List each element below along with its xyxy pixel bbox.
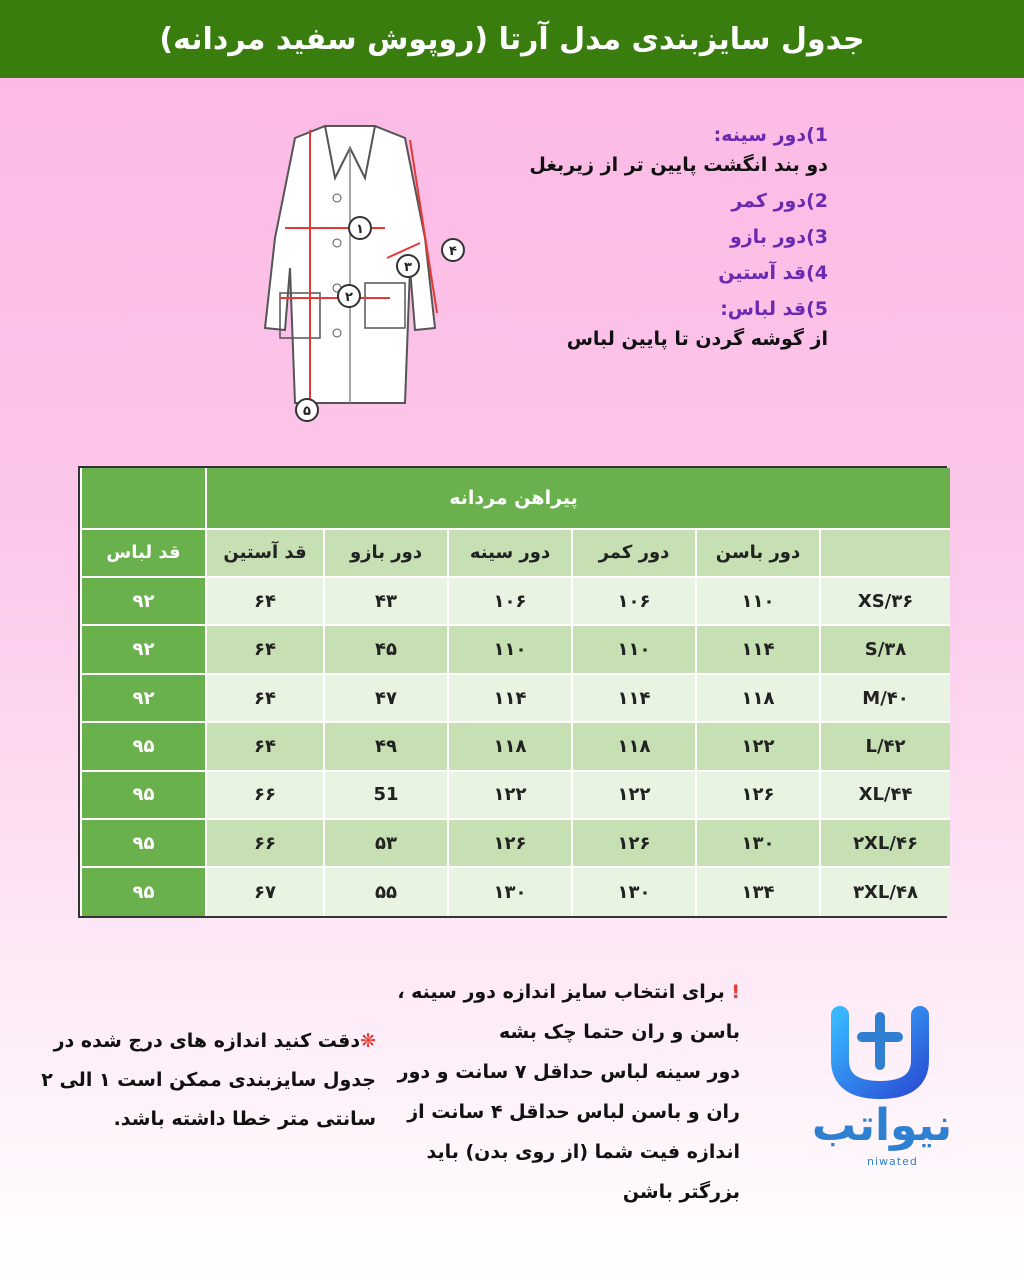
table-row (81, 625, 950, 673)
svg-text:۱: ۱ (356, 222, 364, 237)
cell-length: ۹۵ (81, 819, 206, 867)
logo-latin: niwated (867, 1155, 918, 1168)
def-title-arm: 3)دور بازو (729, 226, 828, 248)
cell-hip: ۱۱۴ (696, 625, 820, 673)
cell-waist: ۱۲۲ (572, 771, 696, 819)
cell-sleeve: ۶۶ (206, 819, 324, 867)
selection-note-line-4: ران و باسن لباس حداقل ۴ سانت از (407, 1101, 740, 1123)
cell-waist: ۱۰۶ (572, 577, 696, 625)
cell-arm: ۵۵ (324, 867, 448, 916)
cell-sleeve: ۶۴ (206, 625, 324, 673)
table-corner-right (81, 468, 206, 529)
cell-length: ۹۲ (81, 674, 206, 722)
page-title: جدول سایزبندی مدل آرتا (روپوش سفید مردانه) (159, 21, 865, 57)
col-head-hip: دور باسن (696, 529, 820, 577)
cell-size: M/۴۰ (820, 674, 950, 722)
def-title-waist: 2)دور کمر (731, 190, 828, 212)
cell-length: ۹۵ (81, 771, 206, 819)
selection-note-line-6: بزرگتر باشن (622, 1181, 740, 1203)
table-banner: پیراهن مردانه (206, 468, 820, 529)
cell-chest: ۱۰۶ (448, 577, 572, 625)
col-head-size (820, 529, 950, 577)
cell-sleeve: ۶۴ (206, 577, 324, 625)
cell-sleeve: ۶۴ (206, 674, 324, 722)
cell-waist: ۱۳۰ (572, 867, 696, 916)
svg-text:۴: ۴ (449, 244, 457, 259)
marker-2 (338, 285, 360, 307)
cell-sleeve: ۶۶ (206, 771, 324, 819)
cell-chest: ۱۱۸ (448, 722, 572, 770)
table-row (81, 867, 950, 916)
cell-size: XL/۴۴ (820, 771, 950, 819)
cell-size: S/۳۸ (820, 625, 950, 673)
def-title-chest: 1)دور سینه: (713, 124, 828, 146)
cell-hip: ۱۳۰ (696, 819, 820, 867)
asterisk-icon: ❋ (360, 1030, 376, 1052)
accuracy-note-line-2: جدول سایزبندی ممکن است ۱ الی ۲ (41, 1069, 376, 1091)
size-table-grid (80, 468, 950, 916)
cell-hip: ۱۲۶ (696, 771, 820, 819)
cell-length: ۹۵ (81, 722, 206, 770)
cell-waist: ۱۲۶ (572, 819, 696, 867)
logo-icon (762, 1005, 1002, 1105)
size-selection-note (390, 972, 740, 1212)
cell-hip: ۱۲۲ (696, 722, 820, 770)
def-title-sleeve: 4)قد آستین (718, 262, 828, 284)
size-table (78, 466, 947, 918)
marker-1 (349, 217, 371, 239)
brand-logo (762, 1005, 1002, 1175)
cell-size: ۲XL/۴۶ (820, 819, 950, 867)
cell-waist: ۱۱۴ (572, 674, 696, 722)
logo-wordmark: نیواتب (811, 1100, 953, 1151)
table-row (81, 722, 950, 770)
cell-chest: ۱۲۲ (448, 771, 572, 819)
measurement-definitions (408, 124, 828, 364)
cell-arm: ۴۳ (324, 577, 448, 625)
col-head-length: قد لباس (81, 529, 206, 577)
cell-size: ۳XL/۴۸ (820, 867, 950, 916)
cell-sleeve: ۶۴ (206, 722, 324, 770)
cell-length: ۹۲ (81, 577, 206, 625)
def-desc-chest: دو بند انگشت پایین تر از زیربغل (529, 154, 828, 176)
cell-chest: ۱۱۰ (448, 625, 572, 673)
def-title-length: 5)قد لباس: (720, 298, 828, 320)
exclamation-icon: ! (731, 981, 740, 1003)
cell-sleeve: ۶۷ (206, 867, 324, 916)
cell-waist: ۱۱۰ (572, 625, 696, 673)
def-desc-length: از گوشه گردن تا پایین لباس (566, 328, 828, 350)
button-1 (333, 194, 341, 202)
cell-size: XS/۳۶ (820, 577, 950, 625)
cell-size: L/۴۲ (820, 722, 950, 770)
selection-note-line-3: دور سینه لباس حداقل ۷ سانت و دور (397, 1061, 740, 1083)
accuracy-note-line-1: ❋دقت کنید اندازه های درج شده در (53, 1030, 376, 1052)
table-row (81, 577, 950, 625)
accuracy-note (36, 1022, 376, 1139)
col-head-sleeve: قد آستین (206, 529, 324, 577)
cell-arm: ۵۳ (324, 819, 448, 867)
button-2 (333, 239, 341, 247)
table-corner (820, 468, 950, 529)
cell-chest: ۱۲۶ (448, 819, 572, 867)
svg-text:۳: ۳ (404, 260, 412, 275)
col-head-chest: دور سینه (448, 529, 572, 577)
svg-text:۵: ۵ (303, 404, 311, 419)
svg-text:۲: ۲ (345, 290, 353, 305)
cell-hip: ۱۱۰ (696, 577, 820, 625)
cell-hip: ۱۱۸ (696, 674, 820, 722)
cell-waist: ۱۱۸ (572, 722, 696, 770)
cell-arm: ۴۷ (324, 674, 448, 722)
cell-hip: ۱۳۴ (696, 867, 820, 916)
table-row (81, 674, 950, 722)
cell-arm: 51 (324, 771, 448, 819)
table-row (81, 771, 950, 819)
selection-note-line-2: باسن و ران حتما چک بشه (498, 1021, 740, 1043)
table-row (81, 819, 950, 867)
button-4 (333, 329, 341, 337)
cell-arm: ۴۹ (324, 722, 448, 770)
col-head-arm: دور بازو (324, 529, 448, 577)
accuracy-note-line-3: سانتی متر خطا داشته باشد. (113, 1108, 376, 1130)
cell-length: ۹۵ (81, 867, 206, 916)
cell-length: ۹۲ (81, 625, 206, 673)
selection-note-line-5: اندازه فیت شما (از روی بدن) باید (426, 1141, 740, 1163)
marker-5 (296, 399, 318, 421)
cell-arm: ۴۵ (324, 625, 448, 673)
col-head-waist: دور کمر (572, 529, 696, 577)
cell-chest: ۱۱۴ (448, 674, 572, 722)
selection-note-line-1: ! برای انتخاب سایز اندازه دور سینه ، (397, 981, 740, 1003)
page-header (0, 0, 1024, 78)
cell-chest: ۱۳۰ (448, 867, 572, 916)
